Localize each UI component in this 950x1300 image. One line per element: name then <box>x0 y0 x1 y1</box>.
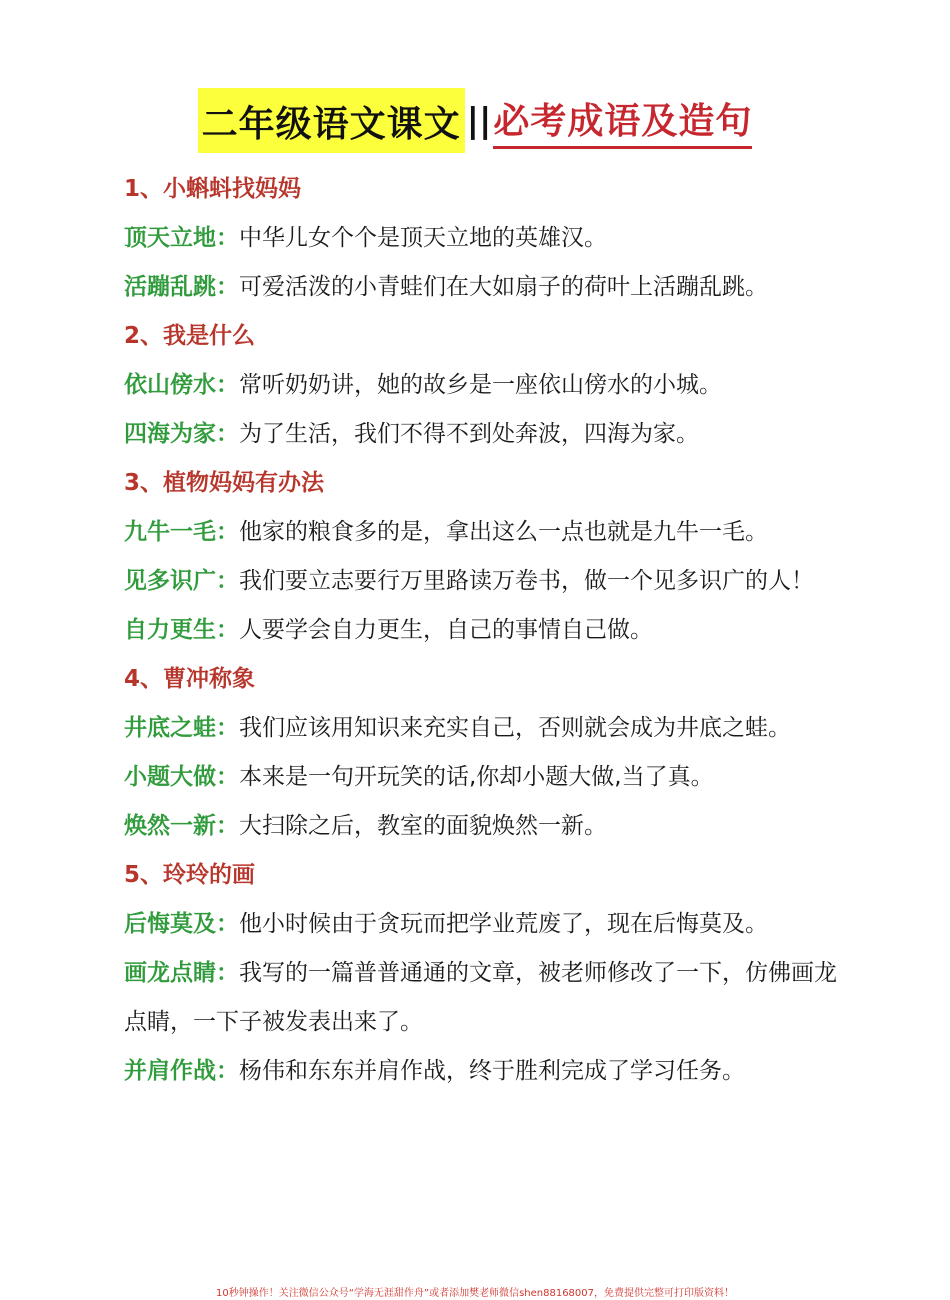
idiom-entry <box>124 214 844 263</box>
example-sentence: 可爱活泼的小青蛙们在大如扇子的荷叶上活蹦乱跳。 <box>239 274 768 300</box>
idiom-term: 四海为家： <box>124 421 239 447</box>
idiom-entry <box>124 557 844 606</box>
idiom-term: 井底之蛙： <box>124 715 239 741</box>
title-separator: || <box>466 100 492 141</box>
example-sentence: 我们应该用知识来充实自己，否则就会成为井底之蛙。 <box>239 715 791 741</box>
example-sentence: 他小时候由于贪玩而把学业荒废了，现在后悔莫及。 <box>239 911 768 937</box>
idiom-entry <box>124 1047 844 1096</box>
idiom-term: 活蹦乱跳： <box>124 274 239 300</box>
title-highlighted-part: 二年级语文课文 <box>198 88 465 153</box>
example-sentence: 我写的一篇普普通通的文章，被老师修改了一下，仿佛画龙点睛，一下子被发表出来了。 <box>124 960 837 1035</box>
idiom-entry <box>124 361 844 410</box>
section-heading: 4、曹冲称象 <box>124 666 256 692</box>
example-sentence: 本来是一句开玩笑的话,你却小题大做,当了真。 <box>239 764 714 790</box>
section-heading: 1、小蝌蚪找妈妈 <box>124 176 302 202</box>
example-sentence: 我们要立志要行万里路读万卷书，做一个见多识广的人！ <box>239 568 814 594</box>
idiom-term: 自力更生： <box>124 617 239 643</box>
section-heading: 2、我是什么 <box>124 323 256 349</box>
idiom-term: 顶天立地： <box>124 225 239 251</box>
idiom-entry <box>124 900 844 949</box>
example-sentence: 人要学会自力更生，自己的事情自己做。 <box>239 617 653 643</box>
idiom-entry <box>124 263 844 312</box>
idiom-term: 九牛一毛： <box>124 519 239 545</box>
title-underlined-part: 必考成语及造句 <box>493 93 752 149</box>
idiom-entry <box>124 606 844 655</box>
footer-promo-text: 10秒钟操作！关注微信公众号“学海无涯甜作舟”或者添加樊老师微信shen88168007，免费提供完整可打印版资料！ <box>215 1288 735 1299</box>
idiom-entry <box>124 949 844 1047</box>
page-title <box>0 88 950 153</box>
idiom-term: 依山傍水： <box>124 372 239 398</box>
section-heading: 3、植物妈妈有办法 <box>124 470 325 496</box>
example-sentence: 常听奶奶讲，她的故乡是一座依山傍水的小城。 <box>239 372 722 398</box>
idiom-term: 后悔莫及： <box>124 911 239 937</box>
example-sentence: 为了生活，我们不得不到处奔波，四海为家。 <box>239 421 699 447</box>
idiom-entry <box>124 508 844 557</box>
example-sentence: 大扫除之后，教室的面貌焕然一新。 <box>239 813 607 839</box>
idiom-entry <box>124 410 844 459</box>
idiom-term: 并肩作战： <box>124 1058 239 1084</box>
example-sentence: 杨伟和东东并肩作战，终于胜利完成了学习任务。 <box>239 1058 745 1084</box>
idiom-entry <box>124 753 844 802</box>
section-heading: 5、玲玲的画 <box>124 862 256 888</box>
idiom-term: 焕然一新： <box>124 813 239 839</box>
idiom-term: 画龙点睛： <box>124 960 239 986</box>
idiom-entry <box>124 704 844 753</box>
idiom-term: 见多识广： <box>124 568 239 594</box>
example-sentence: 中华儿女个个是顶天立地的英雄汉。 <box>239 225 607 251</box>
idiom-list <box>124 165 844 1096</box>
example-sentence: 他家的粮食多的是，拿出这么一点也就是九牛一毛。 <box>239 519 768 545</box>
idiom-term: 小题大做： <box>124 764 239 790</box>
idiom-entry <box>124 802 844 851</box>
